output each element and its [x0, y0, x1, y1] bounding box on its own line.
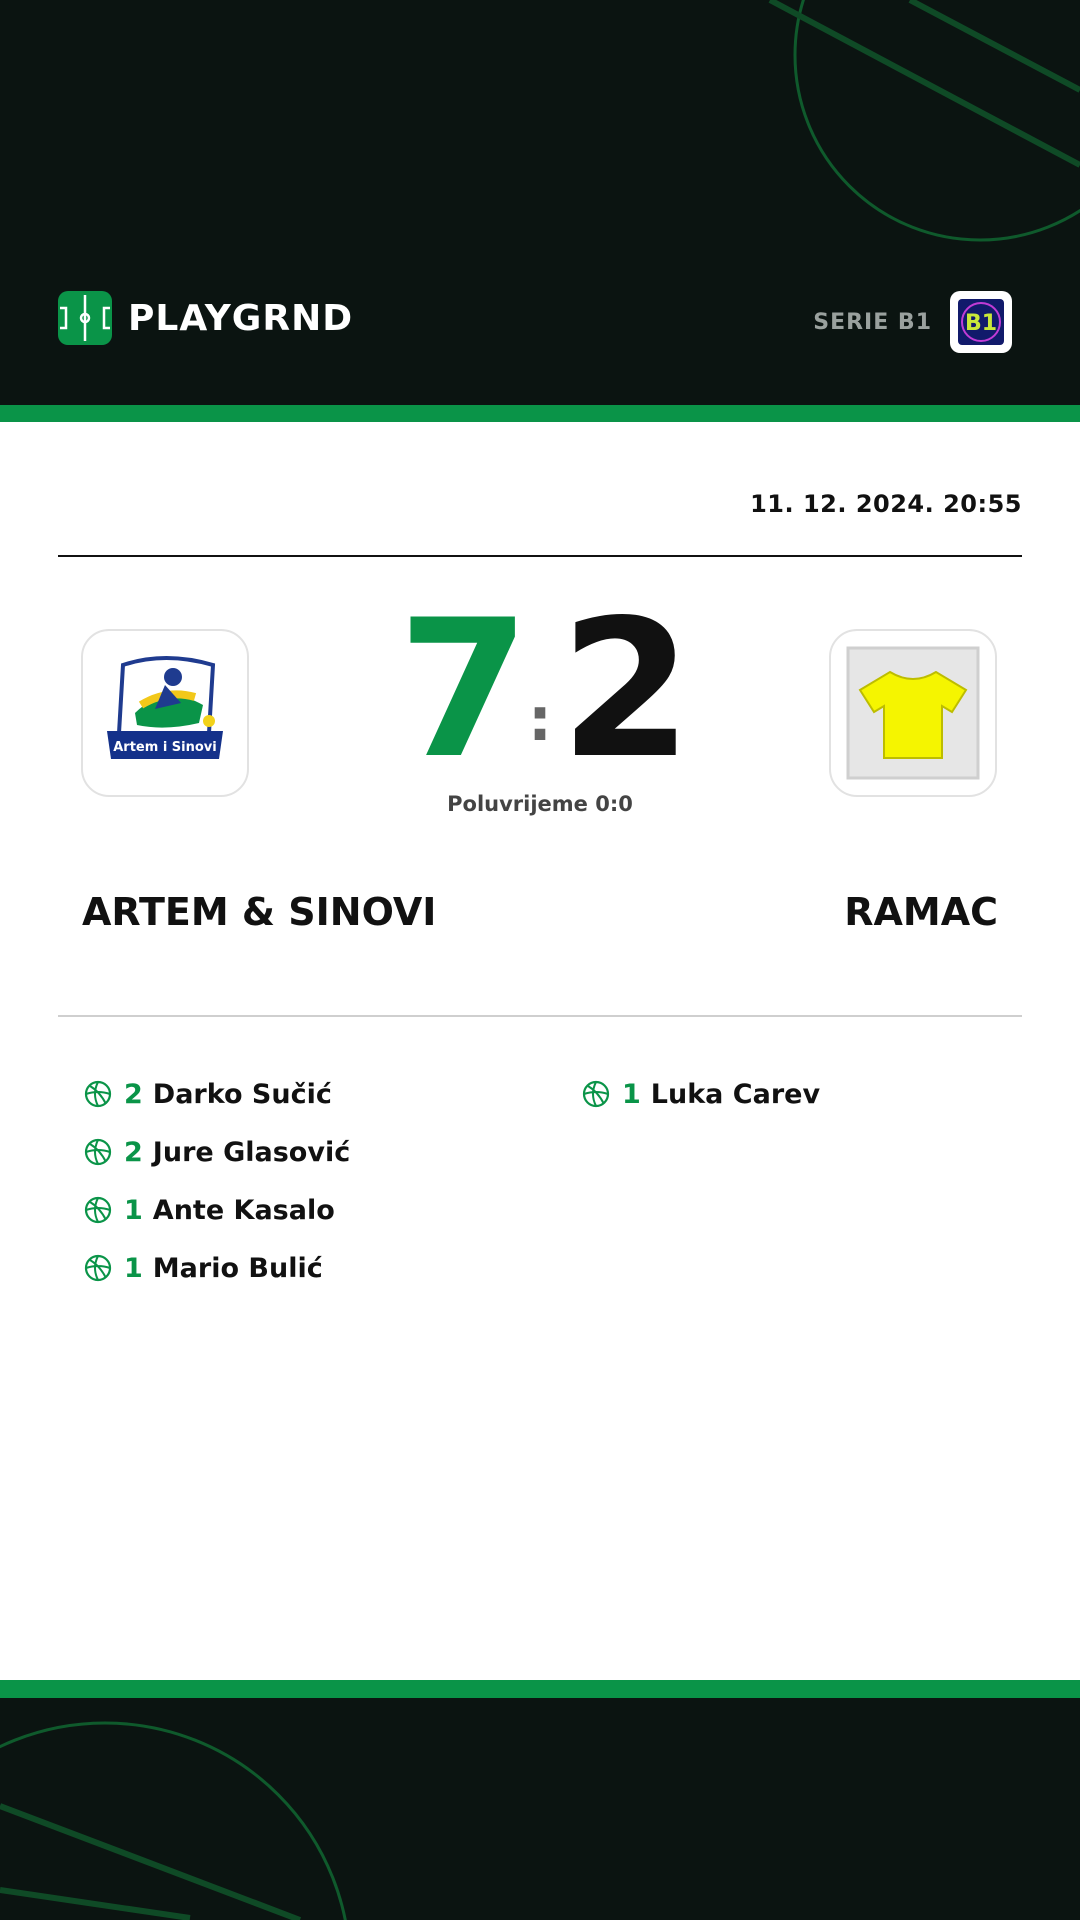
ball-icon [84, 1254, 112, 1282]
player-name[interactable]: Mario Bulić [152, 1252, 323, 1284]
league-name: SERIE B1 [813, 309, 932, 335]
player-name[interactable]: Darko Sučić [152, 1078, 332, 1110]
player-name[interactable]: Luka Carev [650, 1078, 821, 1110]
brand [58, 291, 353, 345]
scorer-row [582, 1065, 820, 1123]
home-team-name[interactable]: ARTEM & SINOVI [82, 890, 437, 934]
ball-icon [84, 1080, 112, 1108]
home-scorers-list [84, 1065, 350, 1297]
brand-name: PLAYGRND [128, 297, 354, 339]
home-score: 7 [397, 579, 530, 800]
away-team-logo[interactable] [829, 629, 997, 797]
halftime-score: Poluvrijeme 0:0 [447, 792, 633, 816]
league-logo [950, 291, 1012, 353]
goal-count: 1 [124, 1194, 143, 1226]
goal-count: 2 [124, 1136, 143, 1168]
footer-accent-stripe [0, 1680, 1080, 1698]
league-badge-icon [958, 299, 1004, 345]
footer-background [0, 1698, 1080, 1920]
ball-icon [84, 1196, 112, 1224]
scorer-row [84, 1123, 350, 1181]
scorer-row [84, 1065, 350, 1123]
player-name[interactable]: Jure Glasović [152, 1136, 351, 1168]
player-name[interactable]: Ante Kasalo [152, 1194, 335, 1226]
home-team-crest [95, 643, 235, 783]
goal-count: 1 [622, 1078, 641, 1110]
ball-icon [582, 1080, 610, 1108]
header-background [0, 0, 1080, 405]
yellow-shirt-icon [846, 646, 980, 780]
home-team-logo[interactable] [81, 629, 249, 797]
field-lines-decoration [0, 1698, 1080, 1920]
divider [58, 555, 1022, 557]
away-scorers-list [582, 1065, 820, 1123]
away-score: 2 [560, 579, 693, 800]
goal-count: 2 [124, 1078, 143, 1110]
ball-icon [84, 1138, 112, 1166]
league-info [813, 291, 1012, 353]
divider [58, 1015, 1022, 1017]
match-datetime: 11. 12. 2024. 20:55 [750, 490, 1022, 518]
goal-count: 1 [124, 1252, 143, 1284]
soccer-field-icon [58, 291, 112, 345]
svg-text:Artem i Sinovi: Artem i Sinovi [113, 740, 217, 755]
header-accent-stripe [0, 405, 1080, 422]
away-team-name[interactable]: RAMAC [844, 890, 998, 934]
scorer-row [84, 1181, 350, 1239]
svg-text:B1: B1 [964, 311, 998, 336]
scorer-row [84, 1239, 350, 1297]
score-separator: : [528, 685, 552, 755]
